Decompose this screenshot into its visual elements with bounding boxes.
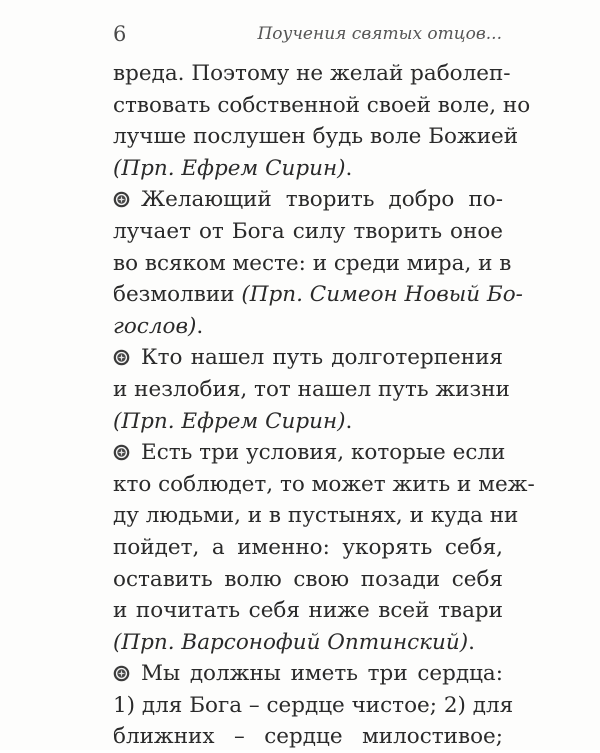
text-line: гослов). bbox=[113, 313, 204, 339]
body-text bbox=[113, 58, 535, 753]
text-line: и почитать себя ниже всей твари bbox=[113, 598, 503, 624]
page-header bbox=[113, 22, 502, 48]
text-line: Кто нашел путь долготерпения bbox=[113, 342, 503, 374]
text-line: лучше послушен будь воле Божией bbox=[113, 124, 519, 150]
text-line: (Прп. Ефрем Сирин). bbox=[113, 155, 353, 181]
source-attribution: гослов) bbox=[113, 313, 197, 339]
source-attribution: (Прп. Ефрем Сирин) bbox=[113, 408, 346, 434]
text-line: Есть три условия, которые если bbox=[113, 437, 503, 469]
text-line: ствовать собственной своей воле, но bbox=[113, 92, 531, 118]
text-line: кто соблюдет, то может жить и меж- bbox=[113, 471, 535, 497]
text-line: Желающий творить добро по- bbox=[113, 184, 503, 216]
text-line: 1) для Бога – сердце чистое; 2) для bbox=[113, 692, 514, 718]
running-title: Поучения святых отцов... bbox=[257, 24, 502, 44]
text-line: (Прп. Ефрем Сирин). bbox=[113, 408, 353, 434]
text-line: вреда. Поэтому не желай раболеп- bbox=[113, 61, 511, 86]
source-attribution: (Прп. Симеон Новый Бо- bbox=[241, 282, 523, 308]
source-attribution: (Прп. Варсонофий Оптинский) bbox=[113, 629, 469, 655]
rosette-bullet-icon bbox=[113, 191, 130, 208]
page-number: 6 bbox=[113, 22, 127, 46]
text-line: Мы должны иметь три сердца: bbox=[113, 658, 503, 690]
text-line: оставить волю свою позади себя bbox=[113, 566, 503, 592]
rosette-bullet-icon bbox=[113, 665, 130, 682]
rosette-bullet-icon bbox=[113, 444, 130, 461]
text-line: (Прп. Варсонофий Оптинский). bbox=[113, 629, 475, 655]
text-line: ближних – сердце милостивое; bbox=[113, 724, 503, 750]
text-line: безмолвии (Прп. Симеон Новый Бо- bbox=[113, 282, 523, 308]
text-line: пойдет, а именно: укорять себя, bbox=[113, 534, 503, 560]
source-attribution: (Прп. Ефрем Сирин) bbox=[113, 155, 346, 181]
text-line: во всяком месте: и среди мира, и в bbox=[113, 250, 512, 276]
text-line: ду людьми, и в пустынях, и куда ни bbox=[113, 503, 519, 529]
text-line: и незлобия, тот нашел путь жизни bbox=[113, 376, 510, 402]
rosette-bullet-icon bbox=[113, 349, 130, 366]
text-line: лучает от Бога силу творить оное bbox=[113, 218, 503, 244]
